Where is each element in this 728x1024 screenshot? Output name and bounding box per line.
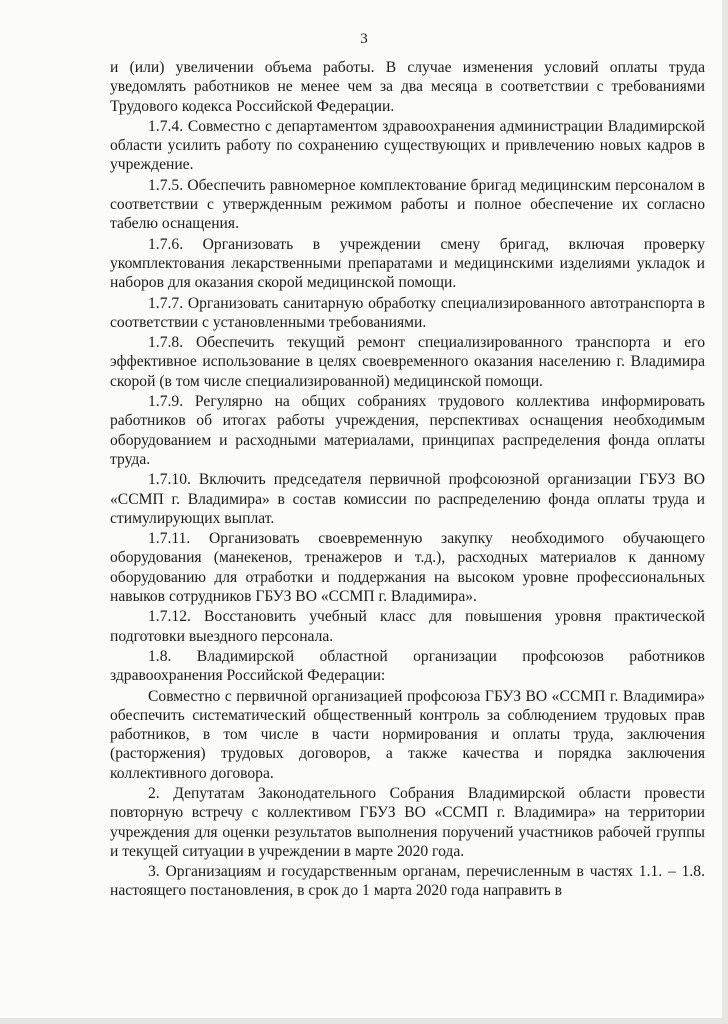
paragraph-1-7-4: 1.7.4. Совместно с департаментом здравоохранения администрации Владимирской области усилить работу по сохранению существующих и привлечению новых кадров в учреждение. <box>110 117 705 174</box>
document-body <box>110 58 705 902</box>
paragraph-1-7-12: 1.7.12. Восстановить учебный класс для повышения уровня практической подготовки выездного персонала. <box>110 608 705 645</box>
paragraph-1-7-7: 1.7.7. Организовать санитарную обработку специализированного автотранспорта в соответствии с установленными требованиями. <box>110 294 705 331</box>
page-number: 3 <box>360 31 368 47</box>
paragraph-1-7-5: 1.7.5. Обеспечить равномерное комплектование бригад медицинским персоналом в соответствии с утвержденным режимом работы и полное обеспечение их согласно табелю оснащения. <box>110 176 705 233</box>
paragraph-1-8: 1.8. Владимирской областной организации профсоюзов работников здравоохранения Российской Федерации: <box>110 647 705 685</box>
paragraph-1-7-9: 1.7.9. Регулярно на общих собраниях трудового коллектива информировать работников об итогах работы учреждения, перспективах оснащения необходимым оборудованием и расходными материалами, принципах распределения фонда оплаты труда. <box>110 393 705 468</box>
paragraph-1-7-6: 1.7.6. Организовать в учреждении смену бригад, включая проверку укомплектования лекарственными препаратами и медицинскими изделиями укладок и наборов для оказания скорой медицинской помощи. <box>110 235 705 292</box>
paragraph-1-8-text: Совместно с первичной организацией профсоюза ГБУЗ ВО «ССМП г. Владимира» обеспечить систематический общественный контроль за соблюдением трудовых прав работников, в том числе в части нормирования и оплаты труда, заключения (расторжения) трудовых договоров, а также качества и порядка заключения коллективного договора. <box>110 687 705 782</box>
paragraph-1-7-10: 1.7.10. Включить председателя первичной профсоюзной организации ГБУЗ ВО «ССМП г. Владимира» в состав комиссии по распределению фонда оплаты труда и стимулирующих выплат. <box>110 471 705 527</box>
paragraph-1-7-11: 1.7.11. Организовать своевременную закупку необходимого обучающего оборудования (манекенов, тренажеров и т.д.), расходных материалов к данному оборудованию для отработки и поддержания на высоком уровне профессиональных навыков сотрудников ГБУЗ ВО «ССМП г. Владимира». <box>110 530 705 606</box>
paragraph-3: 3. Организациям и государственным органам, перечисленным в частях 1.1. – 1.8. настоящего постановления, в срок до 1 марта 2020 года направить в <box>110 863 705 900</box>
paragraph-2: 2. Депутатам Законодательного Собрания Владимирской области провести повторную встречу с коллективом ГБУЗ ВО «ССМП г. Владимира» на территории учреждения для оценки результатов выполнения поручений участников рабочей группы и текущей ситуации в учреждении в марте 2020 года. <box>110 784 705 860</box>
paragraph-continuation: и (или) увеличении объема работы. В случае изменения условий оплаты труда уведомлять работников не менее чем за два месяца в соответствии с требованиями Трудового кодекса Российской Федерации. <box>110 59 705 115</box>
paragraph-1-7-8: 1.7.8. Обеспечить текущий ремонт специализированного транспорта и его эффективное использование в целях своевременного оказания населению г. Владимира скорой (в том числе специализированной) медицинской помощи. <box>110 334 705 390</box>
